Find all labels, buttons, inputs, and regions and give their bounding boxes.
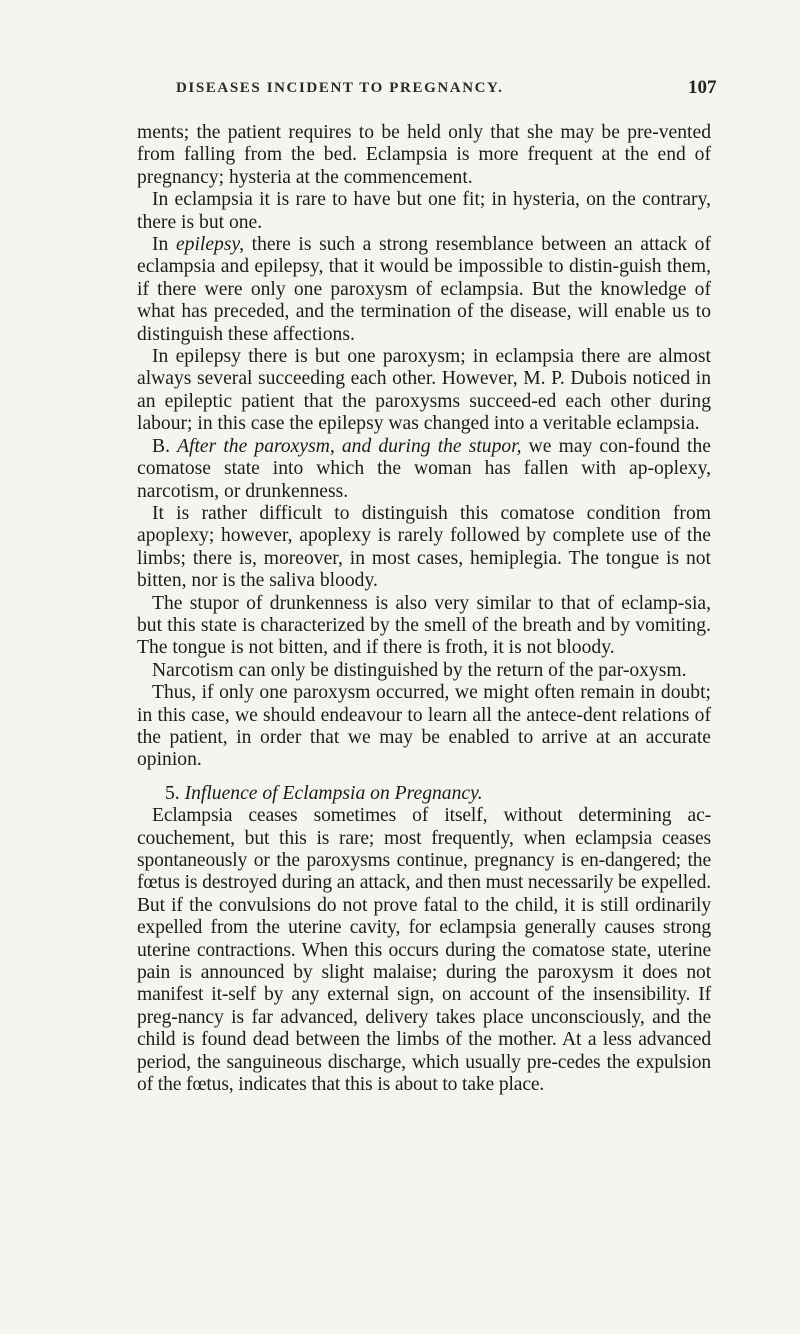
body-text [137, 122, 711, 1096]
running-head [0, 77, 800, 108]
section-title: Influence of Eclampsia on Pregnancy. [184, 782, 483, 804]
paragraph-drunkenness: The stupor of drunkenness is also very similar to that of eclamp-sia, but this state is characterized by the smell of the breath and by vomiting. The tongue is not bitten, and if there is froth, it is not bloody. [137, 592, 711, 659]
italic-term: epilepsy, [175, 234, 244, 256]
section-number: 5. [165, 782, 185, 804]
paragraph-continuation: ments; the patient requires to be held only that she may be pre-vented from falling from the bed. Eclampsia is more frequent at the end of pregnancy; hysteria at the commencement. [137, 122, 711, 188]
paragraph-apoplexy: It is rather difficult to distinguish this comatose condition from apoplexy; however, apoplexy is rarely followed by complete use of the limbs; there is, moreover, in most cases, hemiplegia. The tongue is not bitten, nor is the saliva bloody. [137, 502, 711, 592]
paragraph-fits: In eclampsia it is rare to have but one fit; in hysteria, on the contrary, there is but one. [137, 189, 711, 233]
text-run: we may con-found the comatose state into which the woman has fallen with ap-oplexy, narcotism, or drunkenness. [137, 435, 711, 502]
text-run: B. [152, 435, 178, 457]
paragraph-narcotism: Narcotism can only be distinguished by the return of the par-oxysm. [152, 659, 687, 681]
paragraph-epilepsy [137, 234, 711, 346]
running-title: DISEASES INCIDENT TO PREGNANCY. [176, 80, 504, 96]
paragraph-doubt: Thus, if only one paroxysm occurred, we might often remain in doubt; in this case, we should endeavour to learn all the antece-dent relations of the patient, in order that we may be enabled to arrive at an accurate opinion. [137, 682, 711, 771]
section-heading [137, 783, 711, 805]
italic-phrase: After the paroxysm, and during the stupor, [177, 435, 522, 457]
paragraph-influence: Eclampsia ceases sometimes of itself, without determining ac-couchement, but this is rare; most frequently, when eclampsia ceases spontaneously or the paroxysms continue, pregnancy is en-dangered; the fœtus is destroyed during an attack, and then must necessarily be expelled. But if the convulsions do not prove fatal to the child, it is still ordinarily expelled from the uterine cavity, for eclampsia generally causes strong uterine contractions. When this occurs during the comatose state, uterine pain is announced by slight malaise; during the paroxysm it does not manifest it-self by any external sign, on account of the insensibility. If preg-nancy is far advanced, delivery takes place unconsciously, and the child is found dead between the limbs of the mother. At a less advanced period, the sanguineous discharge, which usually pre-cedes the expulsion of the fœtus, indicates that this is about to take place. [137, 805, 711, 1096]
paragraph-stupor [137, 436, 711, 503]
text-run: In [152, 234, 176, 256]
paragraph-paroxysm: In epilepsy there is but one paroxysm; in eclampsia there are almost always several succeeding each other. However, M. P. Dubois noticed in an epileptic patient that the paroxysms succeed-ed each other during labour; in this case the epilepsy was changed into a veritable eclampsia. [137, 346, 711, 435]
page-number: 107 [688, 77, 717, 98]
text-run: there is such a strong resemblance between an attack of eclampsia and epilepsy, that it would be impossible to distin-guish them, if there were only one paroxysm of eclampsia. But the knowledge of what has preceded, and the termination of the disease, will enable us to distinguish these affections. [137, 234, 711, 345]
